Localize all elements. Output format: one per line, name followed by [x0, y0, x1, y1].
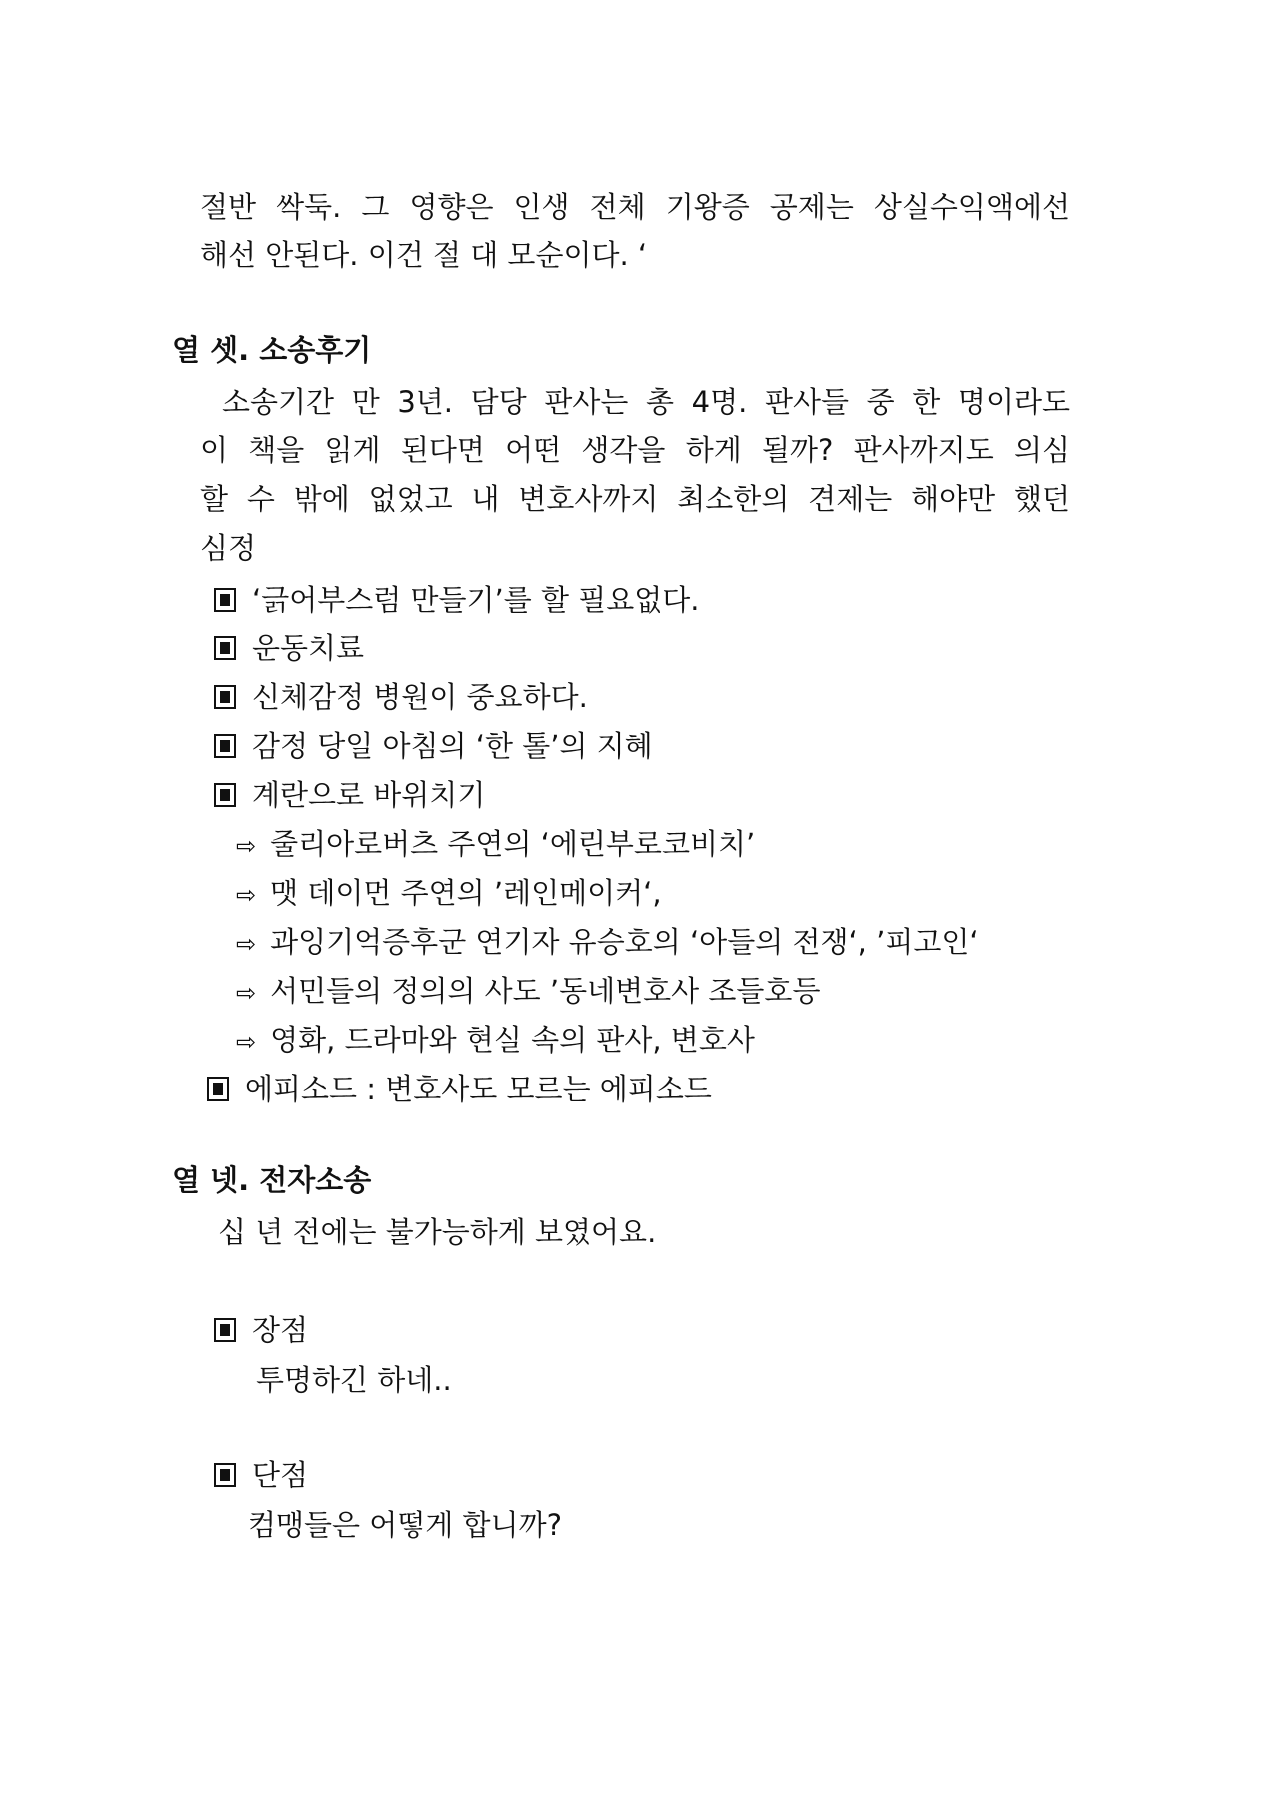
filled-square-box-icon	[214, 783, 236, 807]
right-arrow-icon: ⇨	[236, 881, 257, 909]
right-arrow-icon: ⇨	[236, 979, 257, 1007]
sub-item-text: 영화, 드라마와 현실 속의 판사, 변호사	[270, 1023, 755, 1057]
paragraph-line-4: 심정	[200, 531, 257, 565]
bullet-text: 계란으로 바위치기	[252, 778, 486, 812]
intro-line-2: 해선 안된다. 이건 절 대 모순이다. ‘	[200, 238, 648, 272]
section-13-heading: 열 셋. 소송후기	[172, 333, 372, 367]
bullet-item	[214, 679, 588, 715]
section-14-heading: 열 넷. 전자소송	[172, 1163, 372, 1197]
filled-square-box-icon	[214, 636, 236, 660]
right-arrow-icon: ⇨	[236, 832, 257, 860]
bullet-text: 운동치료	[252, 631, 365, 665]
pros-text: 투명하긴 하네..	[256, 1363, 452, 1397]
filled-square-box-icon	[214, 685, 236, 709]
filled-square-box-icon	[207, 1077, 229, 1101]
episode-item	[207, 1071, 712, 1107]
filled-square-box-icon	[214, 734, 236, 758]
bullet-text: ‘긁어부스럼 만들기’를 할 필요없다.	[252, 583, 700, 617]
bullet-item	[214, 728, 653, 764]
filled-square-box-icon	[214, 1318, 236, 1342]
episode-text: 에피소드 : 변호사도 모르는 에피소드	[245, 1072, 712, 1106]
sub-item-text: 줄리아로버츠 주연의 ‘에린부로코비치’	[270, 827, 756, 861]
paragraph-line-1: 소송기간 만 3년. 담당 판사는 총 4명. 판사들 중 한 명이라도	[222, 385, 1070, 419]
cons-text: 컴맹들은 어떻게 합니까?	[248, 1508, 562, 1542]
section-14-intro: 십 년 전에는 불가능하게 보였어요.	[218, 1215, 657, 1249]
sub-item-text: 맷 데이먼 주연의 ’레인메이커‘,	[270, 876, 662, 910]
intro-line-1: 절반 싹둑. 그 영향은 인생 전체 기왕증 공제는 상실수익액에선	[200, 190, 1070, 224]
paragraph-line-2: 이 책을 읽게 된다면 어떤 생각을 하게 될까? 판사까지도 의심	[200, 433, 1070, 467]
pros-label: 장점	[252, 1313, 309, 1347]
sub-item	[236, 973, 820, 1011]
filled-square-box-icon	[214, 1463, 236, 1487]
paragraph-line-3: 할 수 밖에 없었고 내 변호사까지 최소한의 견제는 해야만 했던	[200, 482, 1070, 516]
bullet-text: 신체감정 병원이 중요하다.	[252, 680, 588, 714]
cons-label: 단점	[252, 1458, 309, 1492]
right-arrow-icon: ⇨	[236, 1028, 257, 1056]
right-arrow-icon: ⇨	[236, 930, 257, 958]
sub-item	[236, 826, 755, 864]
bullet-text: 감정 당일 아침의 ‘한 톨’의 지혜	[252, 729, 653, 763]
sub-item-text: 과잉기억증후군 연기자 유승호의 ‘아들의 전쟁‘, ’피고인‘	[270, 925, 979, 959]
sub-item	[236, 875, 662, 913]
cons-item	[214, 1457, 308, 1493]
sub-item-text: 서민들의 정의의 사도 ’동네변호사 조들호등	[270, 974, 821, 1008]
sub-item	[236, 1022, 755, 1060]
bullet-item	[214, 630, 364, 666]
sub-item	[236, 924, 979, 962]
bullet-item	[214, 777, 485, 813]
filled-square-box-icon	[214, 588, 236, 612]
bullet-item	[214, 582, 700, 618]
pros-item	[214, 1312, 308, 1348]
